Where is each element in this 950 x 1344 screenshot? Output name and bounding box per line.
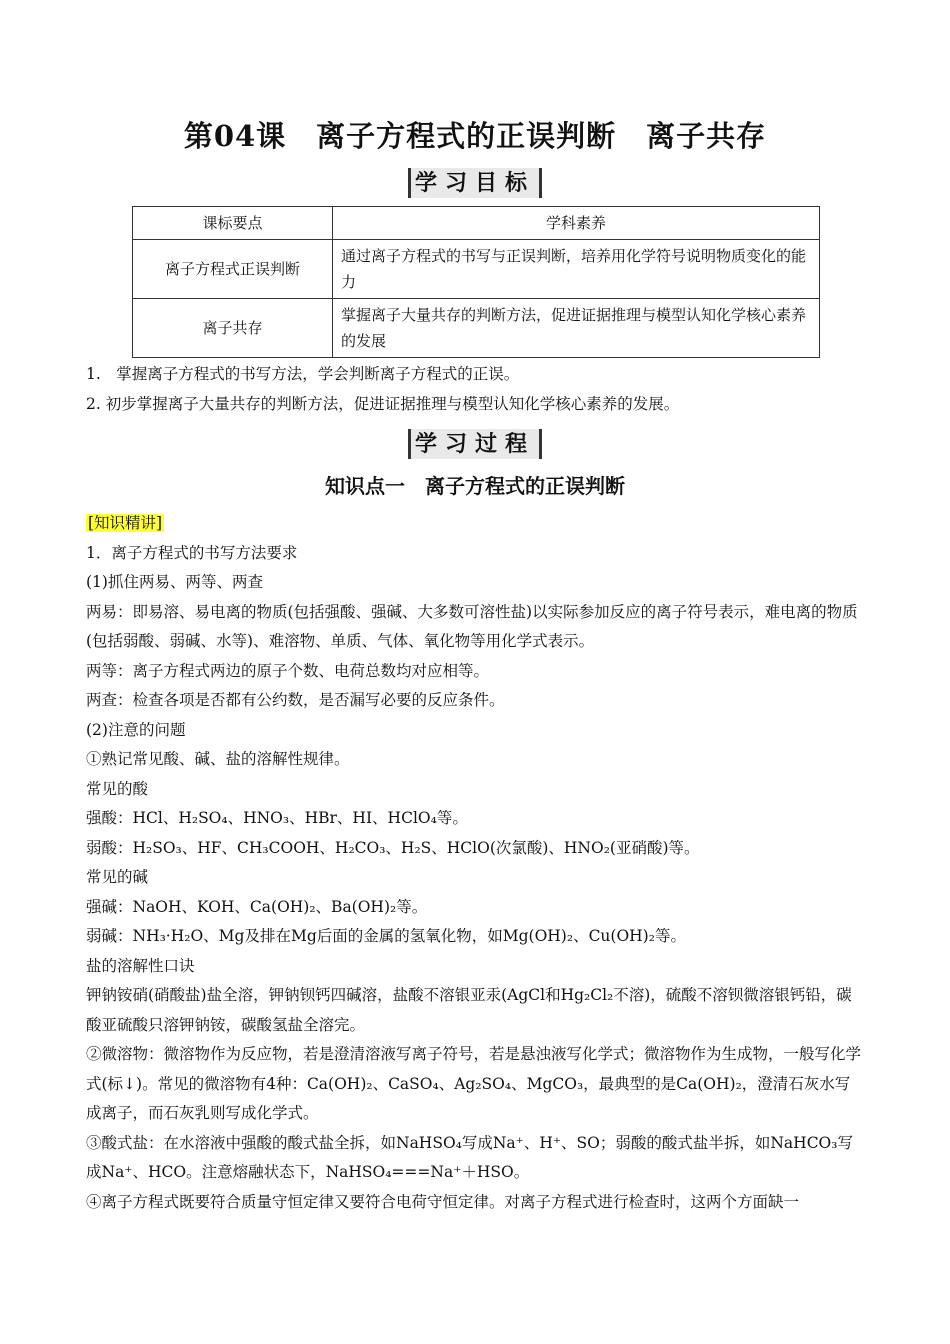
body-line: 弱碱：NH₃·H₂O、Mg及排在Mg后面的金属的氢氧化物，如Mg(OH)₂、Cu(OH)₂等。 bbox=[86, 927, 686, 945]
body-line: 常见的酸 bbox=[86, 779, 149, 798]
table-header: 课标要点 bbox=[133, 207, 333, 240]
body-line: 盐的溶解性口诀 bbox=[86, 956, 195, 975]
goal-item: 1. 掌握离子方程式的书写方法，学会判断离子方程式的正误。 bbox=[86, 365, 520, 383]
document-page bbox=[86, 110, 864, 1217]
process-heading: 学习过程 bbox=[86, 429, 864, 459]
table-row: 离子共存 掌握离子大量共存的判断方法，促进证据推理与模型认知化学核心素养的发展 bbox=[133, 299, 820, 358]
body-line: 钾钠铵硝(硝酸盐)盐全溶，钾钠钡钙四碱溶，盐酸不溶银亚汞(AgCl和Hg₂Cl₂不溶)，硫酸不溶钡微溶银钙铅，碳酸亚硫酸只溶钾钠铵，碳酸氢盐全溶完。 bbox=[86, 986, 852, 1034]
body-line: ③酸式盐：在水溶液中强酸的酸式盐全拆，如NaHSO₄写成Na⁺、H⁺、SO；弱酸的酸式盐半拆，如NaHCO₃写成Na⁺、HCO。注意熔融状态下，NaHSO₄===Na⁺＋HSO。 bbox=[86, 1133, 853, 1181]
body-line: 两等：离子方程式两边的原子个数、电荷总数均对应相等。 bbox=[86, 661, 490, 680]
body-line: (1)抓住两易、两等、两查 bbox=[86, 573, 263, 591]
body-line: ④离子方程式既要符合质量守恒定律又要符合电荷守恒定律。对离子方程式进行检查时，这两个方面缺一 bbox=[86, 1192, 800, 1211]
body-line: (2)注意的问题 bbox=[86, 720, 186, 739]
knowledge-tag: [知识精讲] bbox=[88, 514, 163, 532]
body-line: 弱酸：H₂SO₃、HF、CH₃COOH、H₂CO₃、H₂S、HClO(次氯酸)、HNO₂(亚硝酸)等。 bbox=[86, 838, 700, 857]
table-header: 学科素养 bbox=[333, 207, 820, 240]
goals-table bbox=[132, 206, 820, 358]
page-title: 第04课 离子方程式的正误判断 离子共存 bbox=[183, 119, 767, 153]
body-line: 两查：检查各项是否都有公约数，是否漏写必要的反应条件。 bbox=[86, 691, 505, 709]
section-title: 知识点一 离子方程式的正误判断 bbox=[325, 474, 625, 498]
goals-heading: 学习目标 bbox=[86, 168, 864, 198]
body-line: ①熟记常见酸、碱、盐的溶解性规律。 bbox=[86, 750, 350, 768]
body-line: ②微溶物：微溶物作为反应物，若是澄清溶液写离子符号，若是悬浊液写化学式；微溶物作为生成物，一般写化学式(标↓)。常见的微溶物有4种：Ca(OH)₂、CaSO₄、Ag₂SO₄、MgCO₃，最典型的是Ca(OH)₂，澄清石灰水写成离子，而石灰乳则写成化学式。 bbox=[86, 1045, 862, 1122]
table-row: 离子方程式正误判断 通过离子方程式的书写与正误判断，培养用化学符号说明物质变化的能力 bbox=[133, 240, 820, 299]
body-line: 强碱：NaOH、KOH、Ca(OH)₂、Ba(OH)₂等。 bbox=[86, 897, 428, 916]
body-line: 强酸：HCl、H₂SO₄、HNO₃、HBr、HI、HClO₄等。 bbox=[86, 809, 468, 827]
goal-item: 2. 初步掌握离子大量共存的判断方法，促进证据推理与模型认知化学核心素养的发展。 bbox=[86, 394, 680, 413]
body-line: 1．离子方程式的书写方法要求 bbox=[86, 543, 298, 562]
body-line: 两易：即易溶、易电离的物质(包括强酸、强碱、大多数可溶性盐)以实际参加反应的离子符号表示，难电离的物质(包括弱酸、弱碱、水等)、难溶物、单质、气体、氧化物等用化学式表示。 bbox=[86, 602, 858, 650]
body-line: 常见的碱 bbox=[86, 868, 149, 886]
